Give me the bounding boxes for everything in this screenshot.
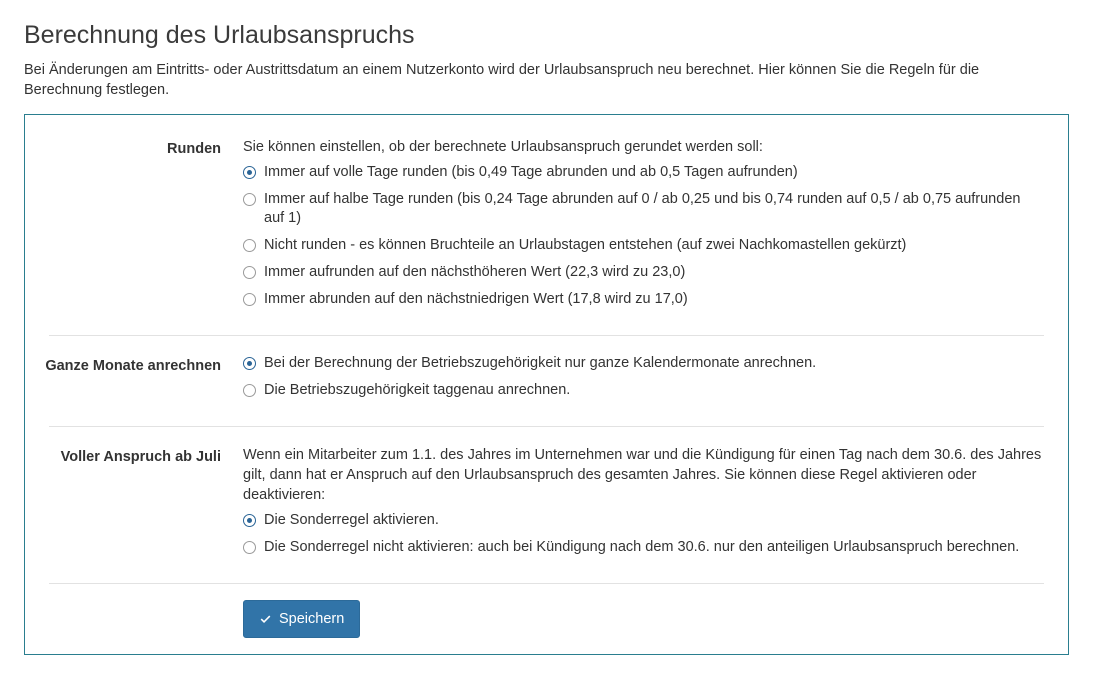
rounding-option-full-days-label: Immer auf volle Tage runden (bis 0,49 Tage abrunden und ab 0,5 Tagen aufrunden): [264, 164, 798, 180]
whole-months-option-daily[interactable]: [243, 381, 1044, 400]
form-row-full-claim-july: [25, 441, 1068, 569]
radio-icon[interactable]: [243, 384, 256, 397]
rounding-option-half-days-label: Immer auf halbe Tage runden (bis 0,24 Tage abrunden auf 0 / ab 0,25 und bis 0,74 runden auf 0,5 / ab 0,75 aufrunden auf 1): [264, 191, 1021, 226]
save-button[interactable]: [243, 600, 360, 638]
full-claim-july-option-enable[interactable]: [243, 511, 1044, 530]
rounding-option-half-days[interactable]: [243, 190, 1044, 228]
radio-icon[interactable]: [243, 293, 256, 306]
form-row-rounding: [25, 133, 1068, 321]
full-claim-july-option-enable-label: Die Sonderregel aktivieren.: [264, 512, 439, 528]
whole-months-label: Ganze Monate anrechnen: [45, 358, 221, 374]
radio-icon[interactable]: [243, 239, 256, 252]
section-divider: [49, 426, 1044, 427]
form-row-whole-months: [25, 350, 1068, 412]
whole-months-option-calendar-months-label: Bei der Berechnung der Betriebszugehörigkeit nur ganze Kalendermonate anrechnen.: [264, 355, 817, 371]
rounding-option-full-days[interactable]: [243, 163, 1044, 182]
whole-months-option-calendar-months[interactable]: [243, 354, 1044, 373]
section-divider: [49, 583, 1044, 584]
rounding-body: [221, 137, 1044, 317]
rounding-option-always-up-label: Immer aufrunden auf den nächsthöheren Wert (22,3 wird zu 23,0): [264, 264, 686, 280]
rounding-option-always-down-label: Immer abrunden auf den nächstniedrigen Wert (17,8 wird zu 17,0): [264, 291, 688, 307]
radio-icon[interactable]: [243, 266, 256, 279]
radio-icon[interactable]: [243, 193, 256, 206]
full-claim-july-label: Voller Anspruch ab Juli: [60, 449, 221, 465]
save-button-label: Speichern: [279, 611, 345, 627]
full-claim-july-body: [221, 445, 1044, 565]
rounding-label: Runden: [167, 141, 221, 157]
whole-months-body: [221, 354, 1044, 408]
rounding-option-always-down[interactable]: [243, 290, 1044, 309]
check-icon: [259, 613, 272, 626]
settings-panel: [24, 114, 1069, 655]
radio-icon[interactable]: [243, 166, 256, 179]
section-divider: [49, 335, 1044, 336]
radio-icon[interactable]: [243, 514, 256, 527]
full-claim-july-description: Wenn ein Mitarbeiter zum 1.1. des Jahres im Unternehmen war und die Kündigung für einen Tag nach dem 30.6. des Jahres gilt, dann hat er Anspruch auf den Urlaubsanspruch des gesamten Jahres. Sie können diese Regel aktivieren oder deaktivieren:: [243, 447, 1042, 503]
actions-row: [25, 598, 1068, 644]
rounding-option-no-rounding-label: Nicht runden - es können Bruchteile an Urlaubstagen entstehen (auf zwei Nachkomastellen gekürzt): [264, 237, 907, 253]
rounding-description: Sie können einstellen, ob der berechnete Urlaubsanspruch gerundet werden soll:: [243, 139, 763, 155]
page-title: Berechnung des Urlaubsanspruchs: [24, 21, 415, 49]
rounding-option-always-up[interactable]: [243, 263, 1044, 282]
radio-icon[interactable]: [243, 541, 256, 554]
whole-months-option-daily-label: Die Betriebszugehörigkeit taggenau anrechnen.: [264, 382, 571, 398]
full-claim-july-option-disable[interactable]: [243, 538, 1044, 557]
page-intro-text: Bei Änderungen am Eintritts- oder Austrittsdatum an einem Nutzerkonto wird der Urlaubsanspruch neu berechnet. Hier können Sie die Regeln für die Berechnung festlegen.: [24, 62, 980, 98]
radio-icon[interactable]: [243, 357, 256, 370]
rounding-option-no-rounding[interactable]: [243, 236, 1044, 255]
full-claim-july-option-disable-label: Die Sonderregel nicht aktivieren: auch bei Kündigung nach dem 30.6. nur den anteiligen Urlaubsanspruch berechnen.: [264, 539, 1020, 555]
